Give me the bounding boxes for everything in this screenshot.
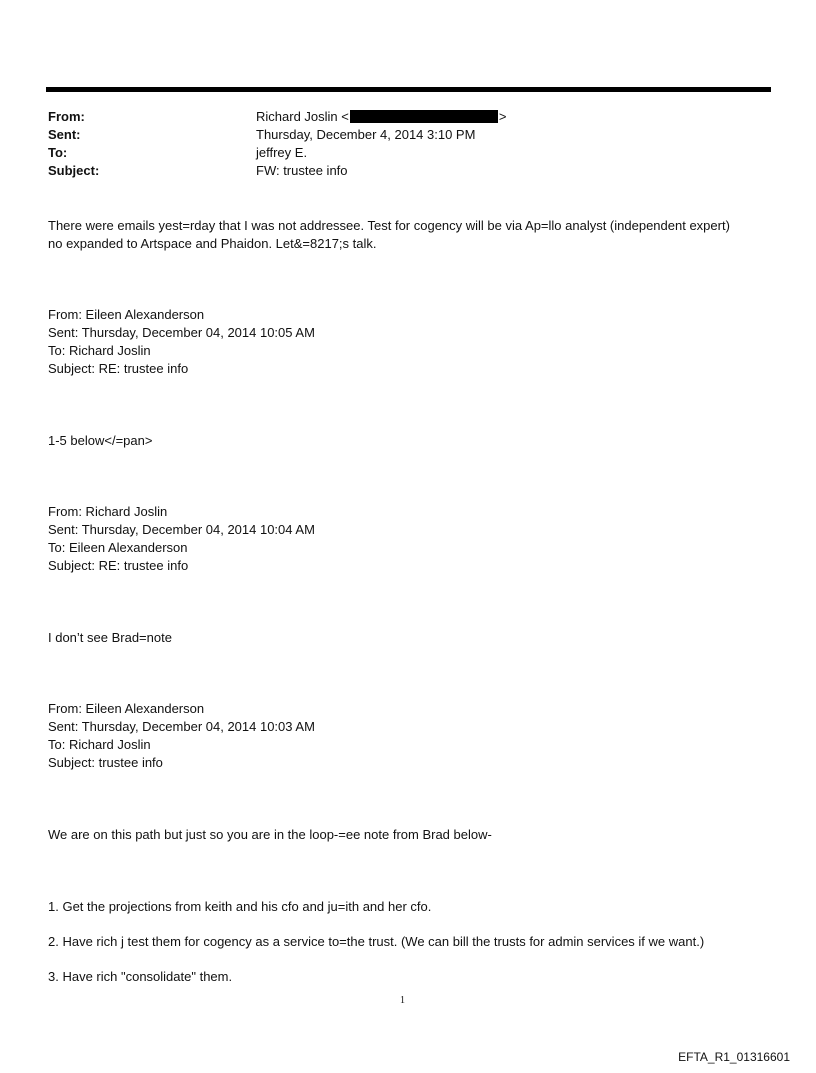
body-line: no expanded to Artspace and Phaidon. Let&=8217;s talk. (48, 236, 377, 251)
page-number: 1 (400, 995, 405, 1006)
quoted-sent: Sent: Thursday, December 04, 2014 10:05 AM (48, 325, 315, 340)
body-line: There were emails yest=rday that I was not addressee. Test for cogency will be via Ap=llo analyst (independent expert) (48, 218, 730, 233)
document-id: EFTA_R1_01316601 (678, 1050, 790, 1064)
list-item: 3. Have rich "consolidate" them. (48, 969, 233, 984)
list-item: 1. Get the projections from keith and his cfo and ju=ith and her cfo. (48, 899, 432, 914)
quoted-from: From: Eileen Alexanderson (48, 307, 205, 322)
sent-label: Sent: (48, 127, 81, 142)
to-value: jeffrey E. (256, 145, 308, 160)
quoted-sent: Sent: Thursday, December 04, 2014 10:04 AM (48, 522, 315, 537)
sent-value: Thursday, December 4, 2014 3:10 PM (256, 127, 476, 142)
quoted-subject: Subject: trustee info (48, 755, 163, 770)
quoted-body: We are on this path but just so you are in the loop-=ee note from Brad below- (48, 827, 492, 842)
quoted-body: I don’t see Brad=note (48, 630, 172, 645)
quoted-to: To: Richard Joslin (48, 343, 151, 358)
from-label: From: (48, 109, 85, 124)
quoted-from: From: Eileen Alexanderson (48, 701, 205, 716)
quoted-body: 1-5 below</=pan> (48, 433, 153, 448)
subject-value: FW: trustee info (256, 163, 348, 178)
quoted-to: To: Eileen Alexanderson (48, 540, 188, 555)
quoted-subject: Subject: RE: trustee info (48, 558, 189, 573)
header-rule (46, 87, 771, 92)
list-item: 2. Have rich j test them for cogency as a service to=the trust. (We can bill the trusts for admin services if we want.) (48, 934, 705, 949)
from-value (256, 108, 506, 126)
quoted-subject: Subject: RE: trustee info (48, 361, 189, 376)
quoted-sent: Sent: Thursday, December 04, 2014 10:03 AM (48, 719, 315, 734)
from-close: > (498, 109, 507, 124)
quoted-from: From: Richard Joslin (48, 504, 168, 519)
subject-label: Subject: (48, 163, 100, 178)
redaction-box (350, 110, 498, 123)
quoted-to: To: Richard Joslin (48, 737, 151, 752)
from-name: Richard Joslin < (256, 109, 349, 124)
to-label: To: (48, 145, 68, 160)
